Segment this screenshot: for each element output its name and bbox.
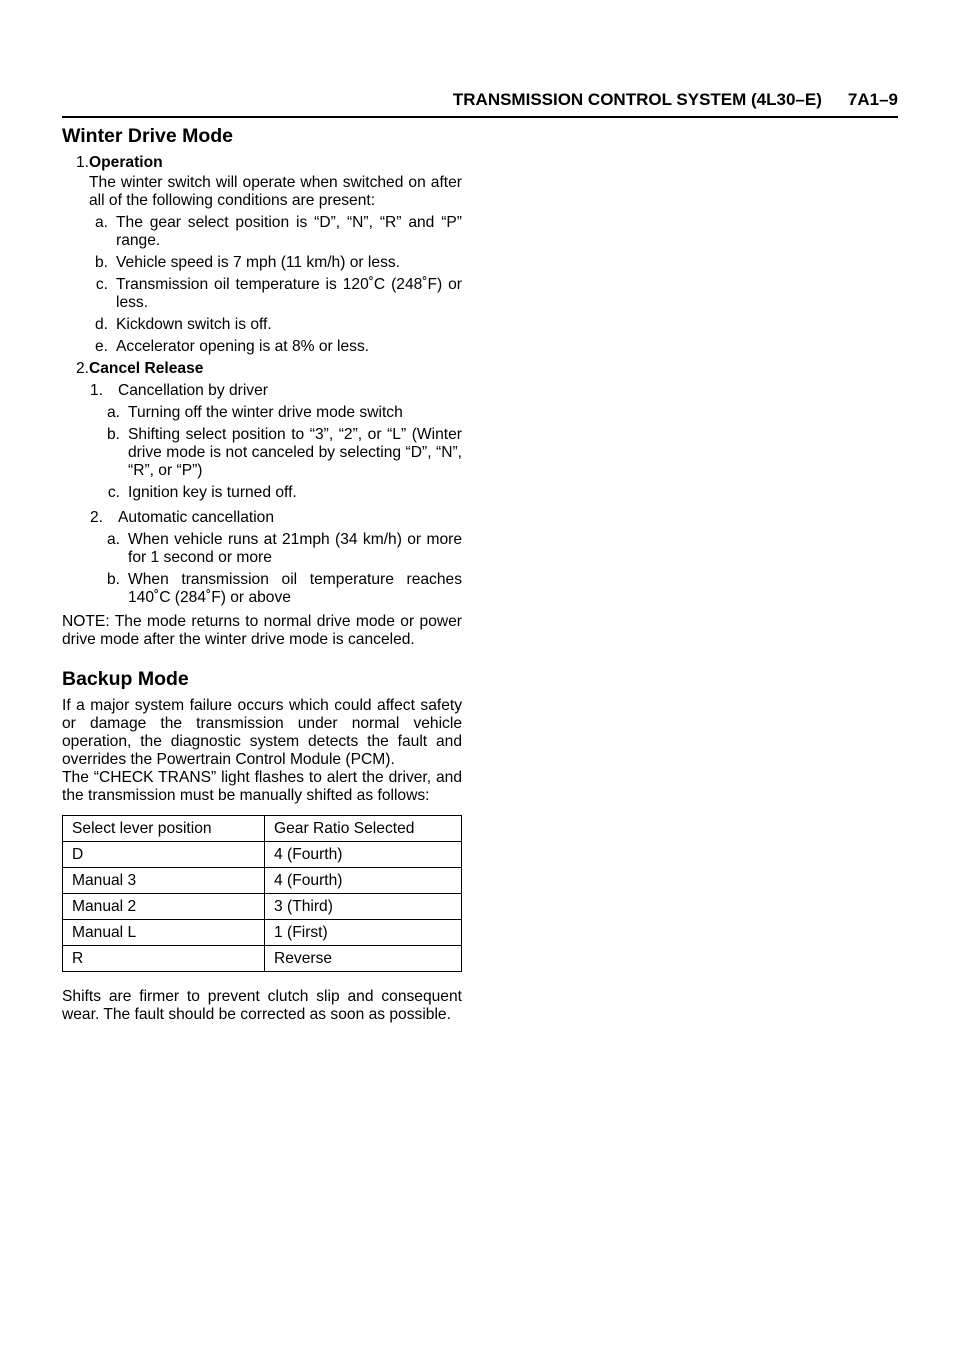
list-text: Kickdown switch is off. [116,316,272,333]
table-cell: Reverse [265,946,462,972]
table-cell: 4 (Fourth) [265,868,462,894]
operation-heading [62,154,462,172]
list-text: When vehicle runs at 21mph (34 km/h) or more for 1 second or more [128,531,462,566]
table-cell: D [63,842,265,868]
list-marker: 2. [90,509,104,526]
table-cell: 1 (First) [265,920,462,946]
list-marker: b. [106,571,120,588]
table-row [63,894,462,920]
table-row [63,868,462,894]
list-marker: c. [95,276,108,293]
cancel-release-title: Cancel Release [89,360,204,377]
list-text: Turning off the winter drive mode switch [128,404,403,421]
table-row [63,842,462,868]
list-marker: e. [94,338,108,355]
operation-title: Operation [89,154,163,171]
list-item [62,571,462,607]
sub-list-title: Cancellation by driver [118,382,268,399]
content-column [62,124,462,1024]
table-header-cell: Gear Ratio Selected [265,816,462,842]
table-row [63,946,462,972]
operation-intro: The winter switch will operate when switched on after all of the following conditions are present: [89,174,462,209]
list-text: Accelerator opening is at 8% or less. [116,338,370,355]
list-item [62,531,462,567]
list-number: 2. [75,360,89,377]
table-cell: Manual L [63,920,265,946]
list-item [62,404,462,422]
list-text: Transmission oil temperature is 120˚C (248˚F) or less. [116,276,462,311]
backup-paragraph-2: The “CHECK TRANS” light flashes to alert the driver, and the transmission must be manually shifted as follows: [62,769,462,804]
table-cell: R [63,946,265,972]
backup-paragraph-1: If a major system failure occurs which could affect safety or damage the transmission under normal vehicle operation, the diagnostic system detects the fault and overrides the Powertrain Control Module (PCM). [62,697,462,768]
list-text: Shifting select position to “3”, “2”, or “L” (Winter drive mode is not canceled by selecting “D”, “N”, “R”, or “P”) [128,426,462,479]
table-header-cell: Select lever position [63,816,265,842]
table-cell: Manual 2 [63,894,265,920]
winter-note: NOTE: The mode returns to normal drive mode or power drive mode after the winter drive mode is canceled. [62,613,462,648]
list-item [62,426,462,480]
table-cell: 3 (Third) [265,894,462,920]
list-text: Vehicle speed is 7 mph (11 km/h) or less. [116,254,400,271]
list-item [62,254,462,272]
list-number: 1. [75,154,89,171]
table-cell: Manual 3 [63,868,265,894]
list-marker: b. [106,426,120,443]
sub-list-title: Automatic cancellation [118,509,275,526]
page-header [62,90,898,118]
list-marker: c. [107,484,120,501]
list-text: When transmission oil temperature reaches 140˚C (284˚F) or above [128,571,462,606]
list-text: Ignition key is turned off. [128,484,297,501]
winter-drive-mode-heading: Winter Drive Mode [62,125,234,147]
list-item [62,316,462,334]
sub-list-heading [62,509,462,527]
list-item [62,484,462,502]
list-item [62,214,462,250]
table-header-row [63,816,462,842]
table-cell: 4 (Fourth) [265,842,462,868]
list-marker: a. [106,404,120,421]
gear-ratio-table [62,815,462,972]
list-marker: b. [94,254,108,271]
cancel-release-heading [62,360,462,378]
list-marker: a. [106,531,120,548]
page-number: 7A1–9 [847,90,898,109]
sub-list-heading [62,382,462,400]
list-item [62,276,462,312]
table-row [63,920,462,946]
list-text: The gear select position is “D”, “N”, “R” and “P” range. [116,214,462,249]
backup-mode-heading: Backup Mode [62,668,189,690]
list-marker: d. [94,316,108,333]
list-marker: 1. [90,382,104,399]
list-item [62,338,462,356]
backup-paragraph-3: Shifts are firmer to prevent clutch slip and consequent wear. The fault should be corrected as soon as possible. [62,988,462,1023]
section-title: TRANSMISSION CONTROL SYSTEM (4L30–E) [452,90,822,109]
list-marker: a. [94,214,108,231]
